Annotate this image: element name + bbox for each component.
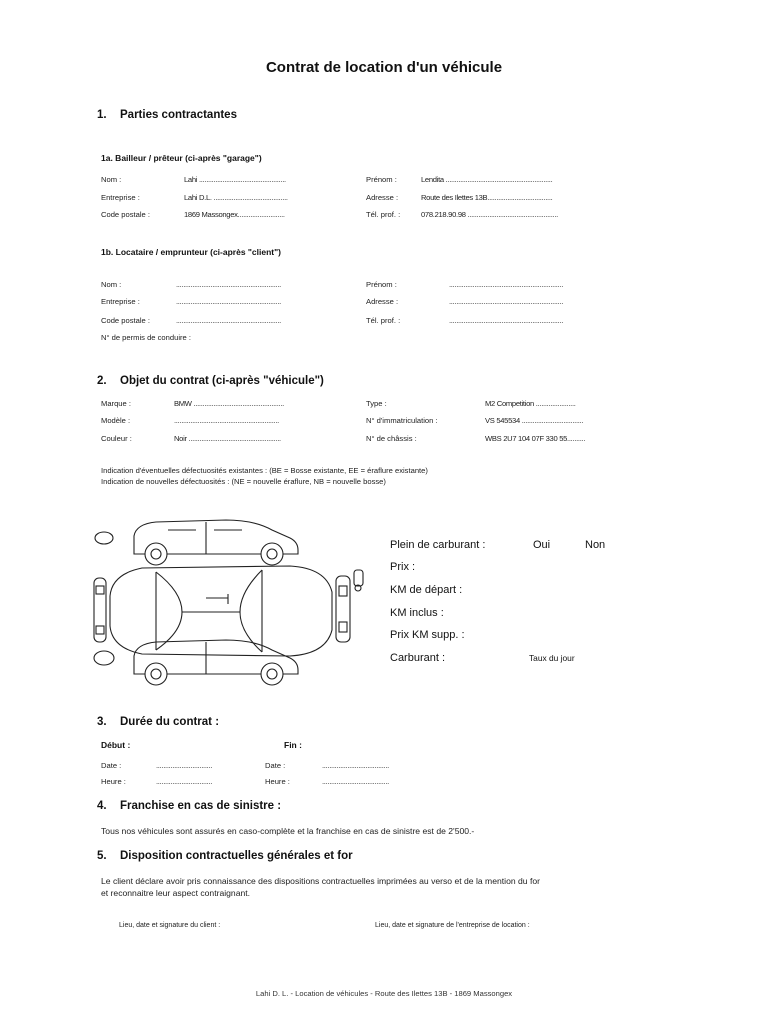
locataire-prenom-field[interactable]: ...............................................................	[449, 280, 564, 289]
locataire-tel-label: Tél. prof. :	[366, 316, 401, 325]
couleur-label: Couleur :	[101, 434, 132, 443]
plein-carburant-label: Plein de carburant :	[390, 539, 486, 551]
chassis-label: N° de châssis :	[366, 434, 417, 443]
wheel-rear-bottom	[261, 663, 283, 685]
bailleur-code-postal-value: 1869 Massongex..........................	[184, 210, 285, 219]
immatriculation-label: N° d'immatriculation :	[366, 416, 438, 425]
modele-label: Modèle :	[101, 416, 131, 425]
km-depart-label: KM de départ :	[390, 584, 463, 596]
marque-label: Marque :	[101, 399, 131, 408]
section-3-heading: Durée du contrat :	[120, 716, 220, 728]
section-4-heading: Franchise en cas de sinistre :	[120, 800, 282, 812]
modele-value[interactable]: ..........................................................	[174, 416, 279, 425]
immatriculation-value: VS 545534 ..................................	[485, 416, 584, 425]
disposition-text-line-1: Le client déclare avoir pris connaissance des dispositions contractuelles imprimées au verso et de la mention du for	[101, 876, 540, 886]
section-3-number: 3.	[97, 716, 107, 728]
section-4-number: 4.	[97, 800, 107, 812]
chassis-value: WBS 2U7 104 07F 330 55..........	[485, 434, 586, 443]
debut-heure-label: Heure :	[101, 777, 126, 786]
couleur-value: Noir ...................................................	[174, 434, 281, 443]
section-1-number: 1.	[97, 109, 107, 121]
fin-date-label: Date :	[265, 761, 286, 770]
defects-existing-note: Indication d'éventuelles défectuosités existantes : (BE = Bosse existante, EE = éraflure existante)	[101, 466, 428, 475]
locataire-adresse-label: Adresse :	[366, 297, 399, 306]
signature-client-label: Lieu, date et signature du client :	[119, 922, 221, 929]
page-title: Contrat de location d'un véhicule	[265, 59, 503, 76]
franchise-text: Tous nos véhicules sont assurés en caso-complète et la franchise en cas de sinistre est de 2'500.-	[101, 826, 475, 836]
bailleur-tel-value: 078.218.90.98 ..................................................	[421, 210, 558, 219]
bailleur-entreprise-label: Entreprise :	[101, 193, 140, 202]
disposition-text-line-2: et reconnaitre leur aspect contraignant.	[101, 888, 251, 898]
bailleur-prenom-label: Prénom :	[366, 175, 397, 184]
locataire-heading: 1b. Locataire / emprunteur (ci-après "client")	[101, 247, 281, 257]
fin-heure-label: Heure :	[265, 777, 290, 786]
locataire-code-postal-field[interactable]: ..........................................................	[176, 316, 281, 325]
section-1-heading: Parties contractantes	[120, 109, 237, 121]
locataire-adresse-field[interactable]: ...............................................................	[449, 297, 564, 306]
page-footer: Lahi D. L. - Location de véhicules - Route des Ilettes 13B - 1869 Massongex	[255, 989, 513, 998]
section-2-number: 2.	[97, 375, 107, 387]
carburant-label: Carburant :	[390, 652, 446, 664]
vehicle-damage-diagram[interactable]	[76, 508, 366, 688]
locataire-nom-label: Nom :	[101, 280, 122, 289]
locataire-prenom-label: Prénom :	[366, 280, 397, 289]
locataire-entreprise-label: Entreprise :	[101, 297, 140, 306]
debut-date-field[interactable]: ...............................	[156, 761, 213, 770]
locataire-entreprise-field[interactable]: ..........................................................	[176, 297, 281, 306]
debut-heure-field[interactable]: ...............................	[156, 777, 213, 786]
fin-label: Fin :	[284, 740, 302, 750]
bailleur-adresse-value: Route des Ilettes 13B....................................	[421, 193, 553, 202]
locataire-nom-field[interactable]: ..........................................................	[176, 280, 281, 289]
section-5-heading: Disposition contractuelles générales et for	[120, 850, 353, 862]
prix-km-supp-label: Prix KM supp. :	[390, 629, 465, 641]
bailleur-nom-label: Nom :	[101, 175, 122, 184]
wheel-rear-top	[261, 543, 283, 565]
wheel-front-bottom	[145, 663, 167, 685]
locataire-code-postal-label: Code postale :	[101, 316, 150, 325]
bailleur-heading: 1a. Bailleur / prêteur (ci-après "garage")	[101, 153, 262, 163]
debut-date-label: Date :	[101, 761, 122, 770]
debut-label: Début :	[101, 740, 131, 750]
plein-non-option[interactable]: Non	[585, 539, 606, 551]
bailleur-tel-label: Tél. prof. :	[366, 210, 401, 219]
taux-du-jour: Taux du jour	[529, 653, 575, 663]
fin-date-field[interactable]: .....................................	[322, 761, 389, 770]
km-inclus-label: KM inclus :	[390, 607, 444, 619]
locataire-tel-field[interactable]: ...............................................................	[449, 316, 564, 325]
bailleur-nom-value: Lahi ................................................	[184, 175, 286, 184]
bailleur-adresse-label: Adresse :	[366, 193, 399, 202]
plein-oui-option[interactable]: Oui	[533, 539, 551, 551]
marque-value: BMW ..................................................	[174, 399, 284, 408]
wheel-front-top	[145, 543, 167, 565]
section-5-number: 5.	[97, 850, 107, 862]
type-label: Type :	[366, 399, 387, 408]
signature-entreprise-label: Lieu, date et signature de l'entreprise de location :	[375, 922, 530, 929]
locataire-permis-label: N° de permis de conduire :	[101, 333, 191, 342]
bailleur-code-postal-label: Code postale :	[101, 210, 150, 219]
type-value: M2 Competition ......................	[485, 399, 576, 408]
bailleur-entreprise-value: Lahi D.L. .........................................	[184, 193, 288, 202]
prix-label: Prix :	[390, 561, 416, 573]
car-plan-outline	[110, 566, 332, 656]
defects-new-note: Indication de nouvelles défectuosités : (NE = nouvelle éraflure, NB = nouvelle bosse)	[101, 477, 386, 486]
fin-heure-field[interactable]: .....................................	[322, 777, 389, 786]
section-2-heading: Objet du contrat (ci-après "véhicule")	[120, 375, 324, 387]
bailleur-prenom-value: Lendita ...........................................................	[421, 175, 553, 184]
